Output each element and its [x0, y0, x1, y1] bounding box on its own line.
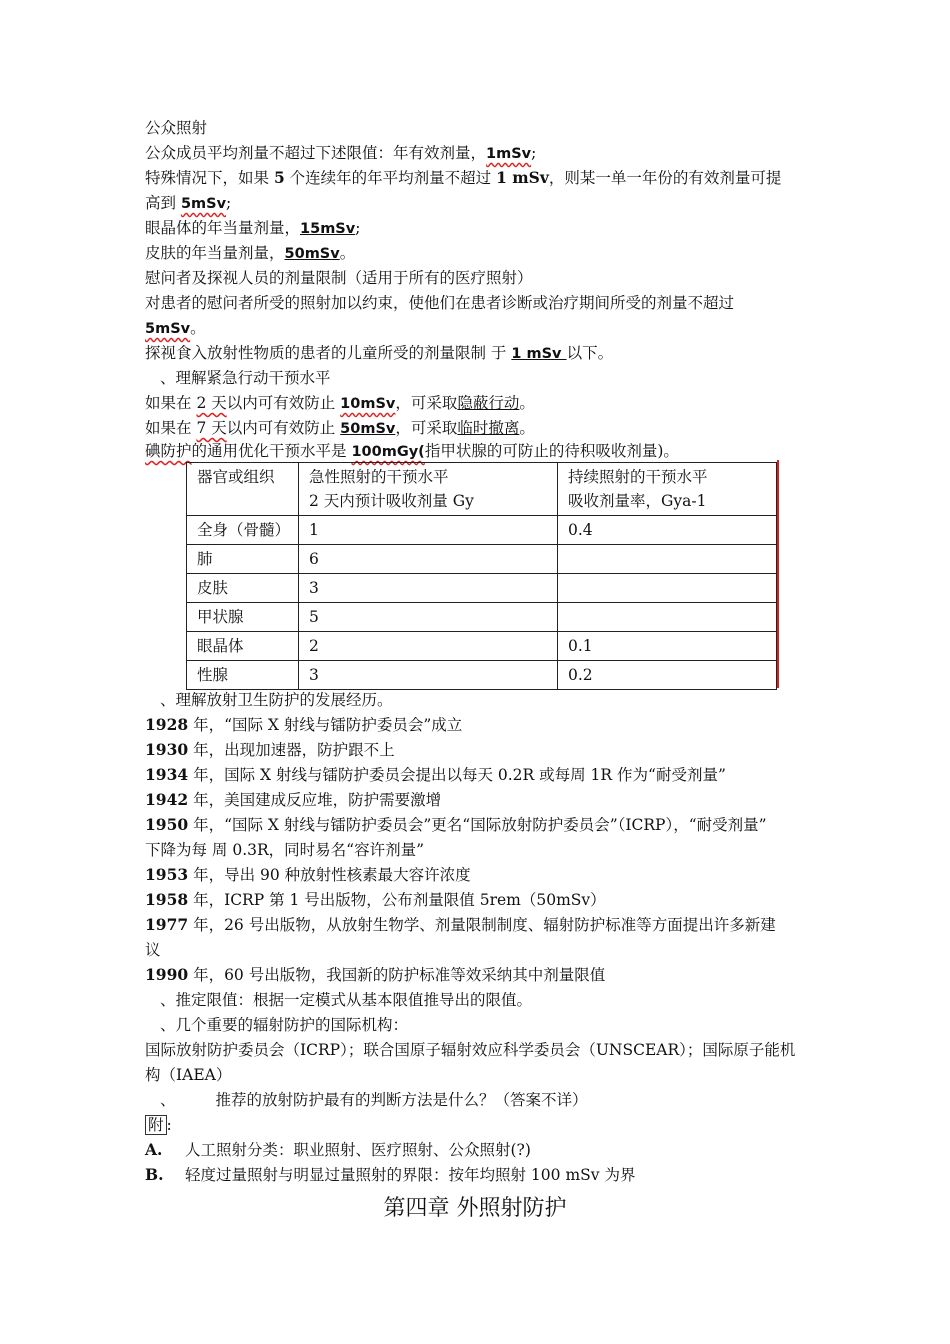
table-row: 皮肤 3	[187, 574, 777, 603]
child-limit-line: 探视食入放射性物质的患者的儿童所受的剂量限制 于 1 mSv 以下。	[145, 344, 614, 362]
history-1942: 1942 年，美国建成反应堆，防护需要激增	[145, 790, 442, 809]
shelter-line: 如果在 2 天以内可有效防止 10mSv，可采取隐蔽行动。	[145, 394, 535, 412]
special-case-line-cont: 高到 5mSv;	[145, 194, 232, 212]
visitor-limit-line-cont: 5mSv。	[145, 319, 206, 337]
table-row: 眼晶体 2 0.1	[187, 632, 777, 661]
visitor-limit-line: 对患者的慰问者所受的照射加以约束，使他们在患者诊断或治疗期间所受的剂量不超过	[145, 294, 735, 312]
appendix-label: 附 :	[145, 1115, 172, 1135]
orgs-line: 国际放射防护委员会（ICRP）；联合国原子辐射效应科学委员会（UNSCEAR）；国际原子能机	[145, 1041, 796, 1059]
evacuation-line: 如果在 7 天以内可有效防止 50mSv，可采取临时撤离。	[145, 419, 535, 437]
revision-bar	[777, 460, 779, 688]
history-1928: 1928 年，“国际 X 射线与镭防护委员会”成立	[145, 715, 463, 734]
orgs-heading: 、几个重要的辐射防护的国际机构：	[160, 1016, 409, 1034]
emergency-heading: 、理解紧急行动干预水平	[160, 369, 331, 387]
history-1990: 1990 年，60 号出版物，我国新的防护标准等效采纳其中剂量限值	[145, 965, 606, 984]
visitor-limit-heading: 慰问者及探视人员的剂量限制（适用于所有的医疗照射）	[145, 269, 533, 287]
appendix-item-b: B. 轻度过量照射与明显过量照射的界限：按年均照射 100 mSv 为界	[145, 1165, 636, 1184]
question-line: 、 推荐的放射防护最有的判断方法是什么？（答案不详）	[160, 1091, 588, 1109]
appendix-item-a: A. 人工照射分类：职业照射、医疗照射、公众照射(?)	[145, 1140, 531, 1159]
history-1977: 1977 年，26 号出版物，从放射生物学、剂量限制制度、辐射防护标准等方面提出许多新建	[145, 915, 776, 934]
public-limit-line: 公众成员平均剂量不超过下述限值：年有效剂量，1mSv;	[145, 144, 537, 162]
table-row: 全身（骨髓） 1 0.4	[187, 516, 777, 545]
header-acute: 急性照射的干预水平 2 天内预计吸收剂量 Gy	[299, 463, 558, 516]
lens-limit-line: 眼晶体的年当量剂量，15mSv;	[145, 219, 361, 237]
skin-limit-line: 皮肤的年当量剂量，50mSv。	[145, 244, 356, 262]
iodine-line: 碘防护的通用优化干预水平是 100mGy(指甲状腺的可防止的待积吸收剂量)。	[145, 442, 679, 460]
header-organ: 器官或组织	[187, 463, 299, 516]
history-1934: 1934 年，国际 X 射线与镭防护委员会提出以每天 0.2R 或每周 1R 作为“耐受剂量”	[145, 765, 726, 784]
history-heading: 、理解放射卫生防护的发展经历。	[160, 691, 393, 709]
header-chronic: 持续照射的干预水平 吸收剂量率，Gya-1	[558, 463, 777, 516]
intervention-level-table	[186, 462, 777, 690]
special-case-line: 特殊情况下，如果 5 个连续年的年平均剂量不超过 1 mSv，则某一单一年份的有效剂量可提	[145, 168, 782, 187]
table-header-row	[187, 463, 777, 516]
table-row: 肺 6	[187, 545, 777, 574]
history-1958: 1958 年，ICRP 第 1 号出版物，公布剂量限值 5rem（50mSv）	[145, 890, 606, 909]
chapter-heading: 第四章 外照射防护	[383, 1196, 567, 1221]
history-1950: 1950 年，“国际 X 射线与镭防护委员会”更名“国际放射防护委员会”（ICRP），“耐受剂量”	[145, 815, 767, 834]
public-exposure-title: 公众照射	[145, 119, 208, 137]
history-1930: 1930 年，出现加速器，防护跟不上	[145, 740, 395, 759]
orgs-line-cont: 构（IAEA）	[145, 1066, 232, 1084]
table-row: 性腺 3 0.2	[187, 661, 777, 690]
history-1950-cont: 下降为每 周 0.3R，同时易名“容许剂量”	[145, 841, 425, 859]
history-1977-cont: 议	[145, 941, 161, 959]
history-1953: 1953 年，导出 90 种放射性核素最大容许浓度	[145, 865, 471, 884]
table-row: 甲状腺 5	[187, 603, 777, 632]
derived-limit-line: 、推定限值：根据一定模式从基本限值推导出的限值。	[160, 991, 533, 1009]
